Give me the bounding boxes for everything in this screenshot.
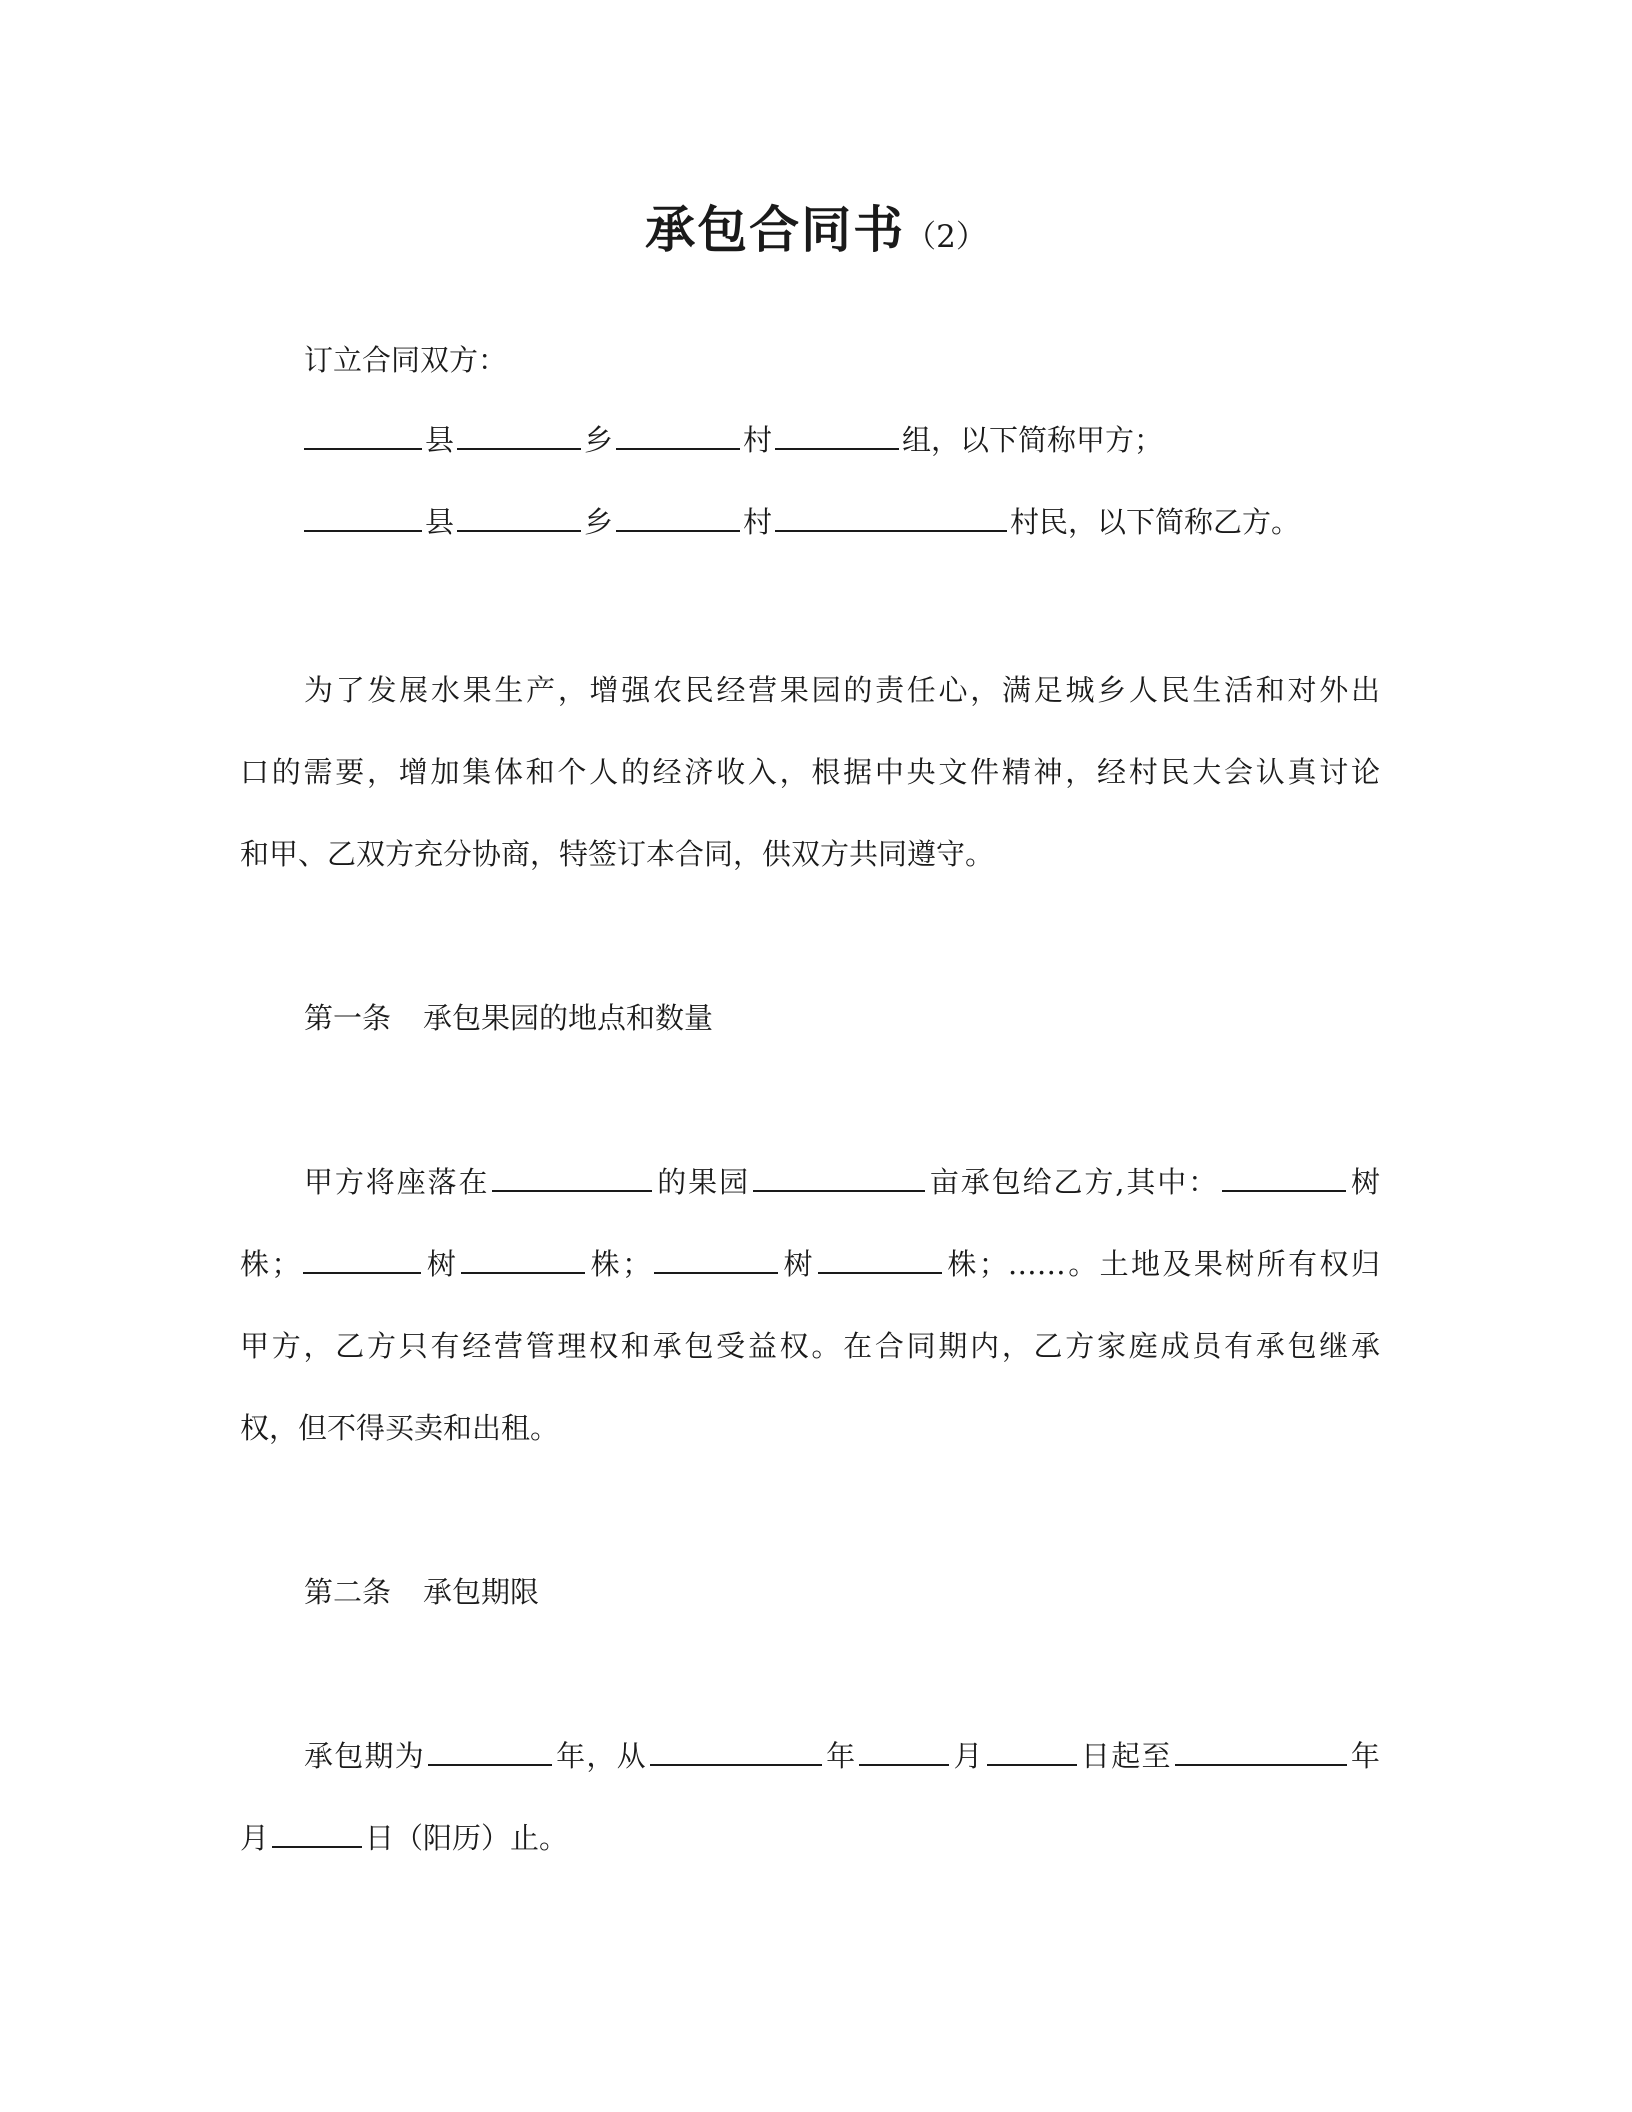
county-label: 县 [425, 505, 455, 539]
township-blank [457, 500, 581, 532]
group-blank [775, 418, 899, 450]
article2-number: 第二条 [304, 1575, 392, 1609]
village-label: 村 [743, 423, 773, 457]
document-title [0, 192, 1632, 280]
villager-blank [775, 500, 1007, 532]
village-label: 村 [743, 505, 773, 539]
start-day-blank [987, 1734, 1077, 1766]
location-blank [492, 1160, 652, 1192]
preamble-line-1: 为了发展水果生产，增强农民经营果园的责任心，满足城乡人民生活和对外出 [304, 673, 1380, 707]
article1-line-3: 甲方，乙方只有经营管理权和承包受益权。在合同期内，乙方家庭成员有承包继承 [240, 1329, 1380, 1363]
township-label: 乡 [584, 505, 614, 539]
term-years-blank [428, 1734, 552, 1766]
group-label: 组，以下简称甲方； [902, 423, 1164, 457]
township-label: 乡 [584, 423, 614, 457]
village-blank [616, 418, 740, 450]
preamble-line-3: 和甲、乙双方充分协商，特签订本合同，供双方共同遵守。 [240, 837, 995, 871]
article2-heading [304, 1570, 1380, 1614]
article1-number: 第一条 [304, 1001, 392, 1035]
article2-line-2: 月 日（阳历）止。 [240, 1816, 1380, 1860]
article2-title: 承包期限 [423, 1575, 540, 1609]
tree-count-blank [818, 1242, 942, 1274]
county-blank [304, 418, 422, 450]
article1-line-4: 权，但不得买卖和出租。 [240, 1411, 560, 1445]
preamble-line-2: 口的需要，增加集体和个人的经济收入，根据中央文件精神，经村民大会认真讨论 [240, 755, 1380, 789]
villager-label: 村民，以下简称乙方。 [1010, 505, 1301, 539]
title-main: 承包合同书 [645, 201, 906, 259]
article1-title: 承包果园的地点和数量 [423, 1001, 714, 1035]
parties-intro: 订立合同双方： [304, 343, 508, 377]
party-a-line [304, 418, 1380, 462]
title-suffix: （2） [905, 219, 987, 255]
county-blank [304, 500, 422, 532]
tree-type-blank [1222, 1160, 1346, 1192]
article2-line-1: 承包期为 年，从 年 月 日起至 年 [304, 1734, 1380, 1778]
end-year-blank [1175, 1734, 1347, 1766]
party-b-line [304, 500, 1380, 544]
article1-heading [304, 996, 1380, 1040]
tree-type-blank [654, 1242, 778, 1274]
article1-line-2: 株； 树 株； 树 株；……。土地及果树所有权归 [240, 1242, 1380, 1286]
end-day-blank [272, 1816, 362, 1848]
township-blank [457, 418, 581, 450]
county-label: 县 [425, 423, 455, 457]
tree-count-blank [461, 1242, 585, 1274]
article1-line-1: 甲方将座落在 的果园 亩承包给乙方,其中： 树 [304, 1160, 1380, 1204]
village-blank [616, 500, 740, 532]
start-year-blank [650, 1734, 822, 1766]
tree-count-blank [303, 1242, 421, 1274]
area-blank [753, 1160, 925, 1192]
start-month-blank [859, 1734, 949, 1766]
